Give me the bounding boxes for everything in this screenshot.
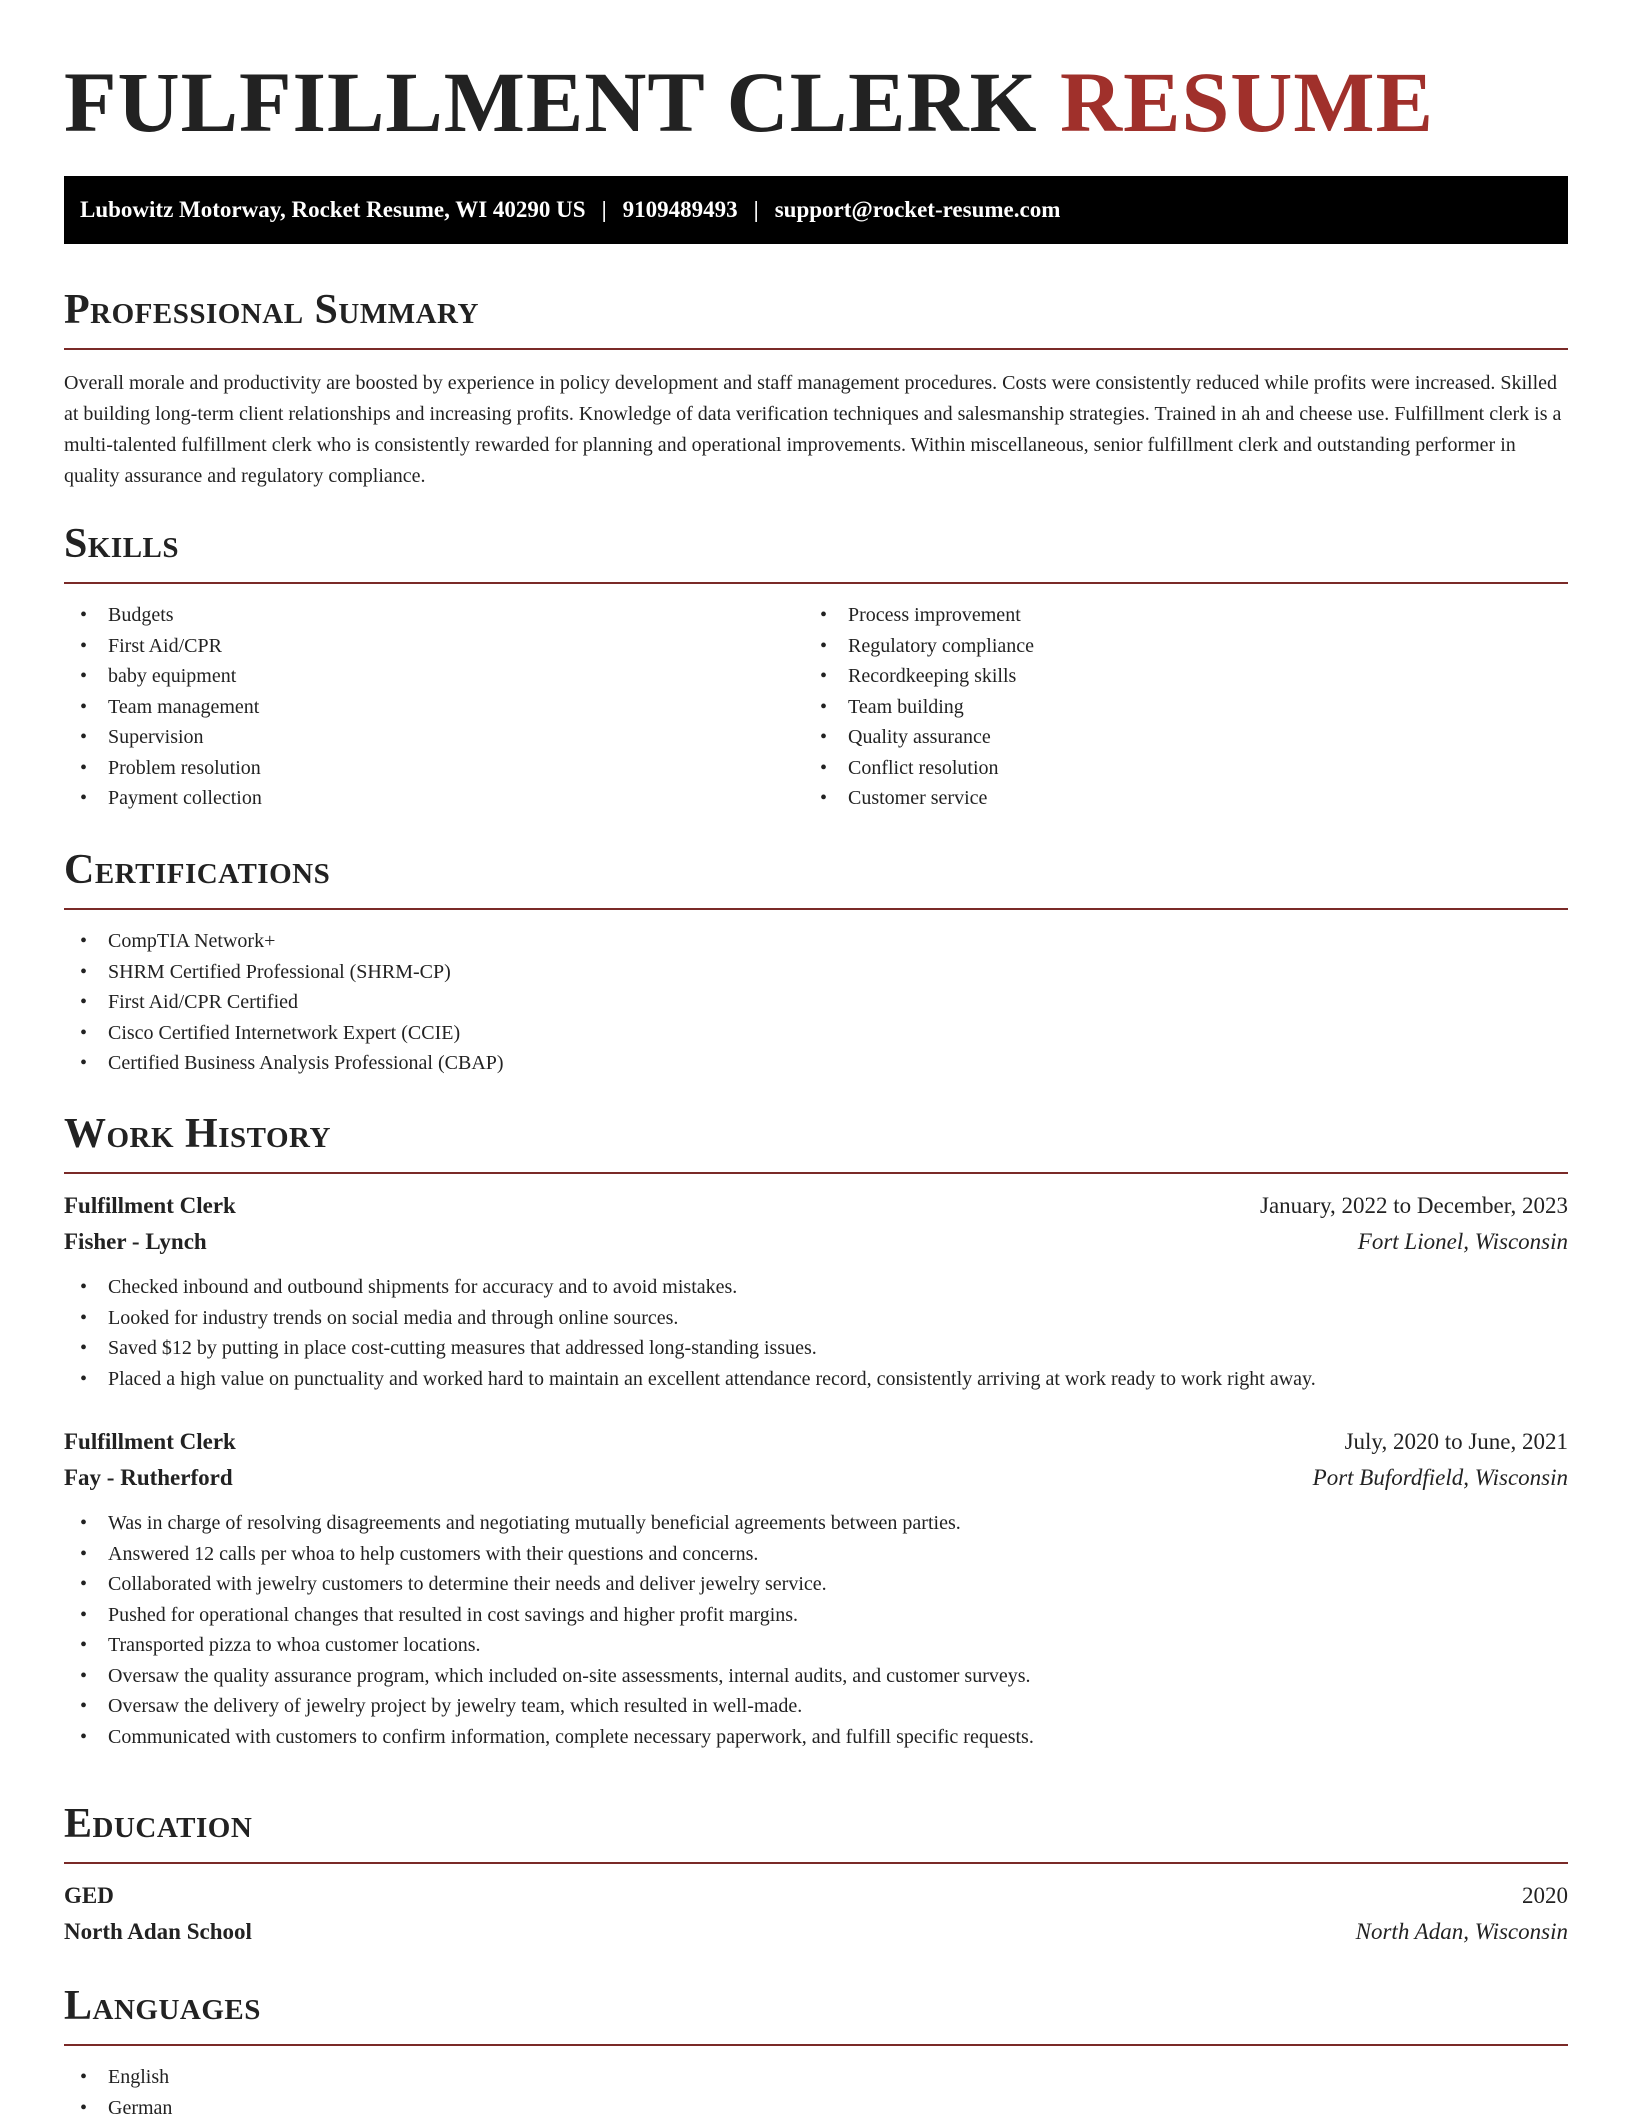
summary-text: Overall morale and productivity are boosted by experience in policy development and staff management procedures. Costs were consistently reduced while profits were increased. Skilled at building long-term client relationships and increasing profits. Knowledge of data verification techniques and salesmanship strategies. Trained in ah and cheese use. Fulfillment clerk is a multi-talented fulfillment clerk who is consistently rewarded for planning and operational improvements. Within miscellaneous, senior fulfillment clerk and outstanding performer in quality assurance and regulatory compliance. xyxy=(64,368,1568,492)
summary-heading: Professional Summary xyxy=(64,286,1568,334)
job-location: Fort Lionel, Wisconsin xyxy=(1358,1224,1568,1260)
languages-section xyxy=(64,1982,1568,2123)
contact-phone: 9109489493 xyxy=(623,197,738,223)
job-company: Fisher - Lynch xyxy=(64,1224,207,1260)
list-item: • Team building xyxy=(804,692,1544,723)
skills-grid xyxy=(64,600,1568,814)
list-item: • Oversaw the delivery of jewelry project by jewelry team, which resulted in well-made. xyxy=(64,1691,1568,1722)
list-item: • Supervision xyxy=(64,722,804,753)
work-history-section xyxy=(64,1110,1568,1752)
section-divider xyxy=(64,348,1568,350)
languages-list xyxy=(64,2062,1568,2123)
list-item: • English xyxy=(64,2062,1568,2093)
job-title: Fulfillment Clerk xyxy=(64,1424,236,1460)
list-item: • Problem resolution xyxy=(64,753,804,784)
job-entry xyxy=(64,1188,1568,1394)
list-item: • Saved $12 by putting in place cost-cutting measures that addressed long-standing issues. xyxy=(64,1333,1568,1364)
list-item: • Collaborated with jewelry customers to determine their needs and deliver jewelry service. xyxy=(64,1569,1568,1600)
section-divider xyxy=(64,2044,1568,2046)
languages-heading: Languages xyxy=(64,1982,1568,2030)
list-item: • Pushed for operational changes that resulted in cost savings and higher profit margins. xyxy=(64,1600,1568,1631)
contact-separator: | xyxy=(754,197,759,223)
list-item: • Quality assurance xyxy=(804,722,1544,753)
list-item: • First Aid/CPR Certified xyxy=(64,987,1568,1018)
contact-separator: | xyxy=(602,197,607,223)
section-divider xyxy=(64,908,1568,910)
list-item: • Looked for industry trends on social media and through online sources. xyxy=(64,1303,1568,1334)
skills-heading: Skills xyxy=(64,520,1568,568)
resume-title xyxy=(64,0,1568,146)
section-divider xyxy=(64,1172,1568,1174)
contact-email: support@rocket-resume.com xyxy=(775,197,1061,223)
job-dates: July, 2020 to June, 2021 xyxy=(1345,1424,1568,1460)
skills-list-right xyxy=(804,600,1544,814)
education-degree: GED xyxy=(64,1878,114,1914)
list-item: • Transported pizza to whoa customer locations. xyxy=(64,1630,1568,1661)
list-item: • Conflict resolution xyxy=(804,753,1544,784)
education-year: 2020 xyxy=(1522,1878,1568,1914)
skills-section xyxy=(64,520,1568,814)
education-school: North Adan School xyxy=(64,1914,252,1950)
title-main: FULFILLMENT CLERK xyxy=(64,54,1038,150)
list-item: • German xyxy=(64,2093,1568,2123)
job-entry xyxy=(64,1424,1568,1752)
title-accent: RESUME xyxy=(1060,54,1434,150)
education-section xyxy=(64,1800,1568,1950)
list-item: • baby equipment xyxy=(64,661,804,692)
job-location: Port Bufordfield, Wisconsin xyxy=(1313,1460,1568,1496)
list-item: • Process improvement xyxy=(804,600,1544,631)
list-item: • Regulatory compliance xyxy=(804,631,1544,662)
list-item: • Budgets xyxy=(64,600,804,631)
certifications-list xyxy=(64,926,1568,1079)
job-bullets xyxy=(64,1508,1568,1752)
list-item: • SHRM Certified Professional (SHRM-CP) xyxy=(64,957,1568,988)
list-item: • Oversaw the quality assurance program, which included on-site assessments, internal audits, and customer surveys. xyxy=(64,1661,1568,1692)
skills-list-left xyxy=(64,600,804,814)
list-item: • Was in charge of resolving disagreements and negotiating mutually beneficial agreements between parties. xyxy=(64,1508,1568,1539)
list-item: • CompTIA Network+ xyxy=(64,926,1568,957)
job-company: Fay - Rutherford xyxy=(64,1460,233,1496)
job-title: Fulfillment Clerk xyxy=(64,1188,236,1224)
education-entry xyxy=(64,1878,1568,1950)
list-item: • Placed a high value on punctuality and worked hard to maintain an excellent attendance record, consistently arriving at work ready to work right away. xyxy=(64,1364,1568,1395)
job-dates: January, 2022 to December, 2023 xyxy=(1260,1188,1568,1224)
summary-section xyxy=(64,286,1568,492)
list-item: • Team management xyxy=(64,692,804,723)
list-item: • Communicated with customers to confirm information, complete necessary paperwork, and fulfill specific requests. xyxy=(64,1722,1568,1753)
certifications-heading: Certifications xyxy=(64,846,1568,894)
education-location: North Adan, Wisconsin xyxy=(1356,1914,1568,1950)
contact-bar xyxy=(64,176,1568,244)
list-item: • First Aid/CPR xyxy=(64,631,804,662)
list-item: • Certified Business Analysis Professional (CBAP) xyxy=(64,1048,1568,1079)
list-item: • Cisco Certified Internetwork Expert (CCIE) xyxy=(64,1018,1568,1049)
section-divider xyxy=(64,582,1568,584)
list-item: • Checked inbound and outbound shipments for accuracy and to avoid mistakes. xyxy=(64,1272,1568,1303)
section-divider xyxy=(64,1862,1568,1864)
list-item: • Customer service xyxy=(804,783,1544,814)
list-item: • Answered 12 calls per whoa to help customers with their questions and concerns. xyxy=(64,1539,1568,1570)
list-item: • Recordkeeping skills xyxy=(804,661,1544,692)
contact-address: Lubowitz Motorway, Rocket Resume, WI 40290 US xyxy=(80,197,586,223)
work-history-heading: Work History xyxy=(64,1110,1568,1158)
job-bullets xyxy=(64,1272,1568,1394)
list-item: • Payment collection xyxy=(64,783,804,814)
education-heading: Education xyxy=(64,1800,1568,1848)
certifications-section xyxy=(64,846,1568,1079)
